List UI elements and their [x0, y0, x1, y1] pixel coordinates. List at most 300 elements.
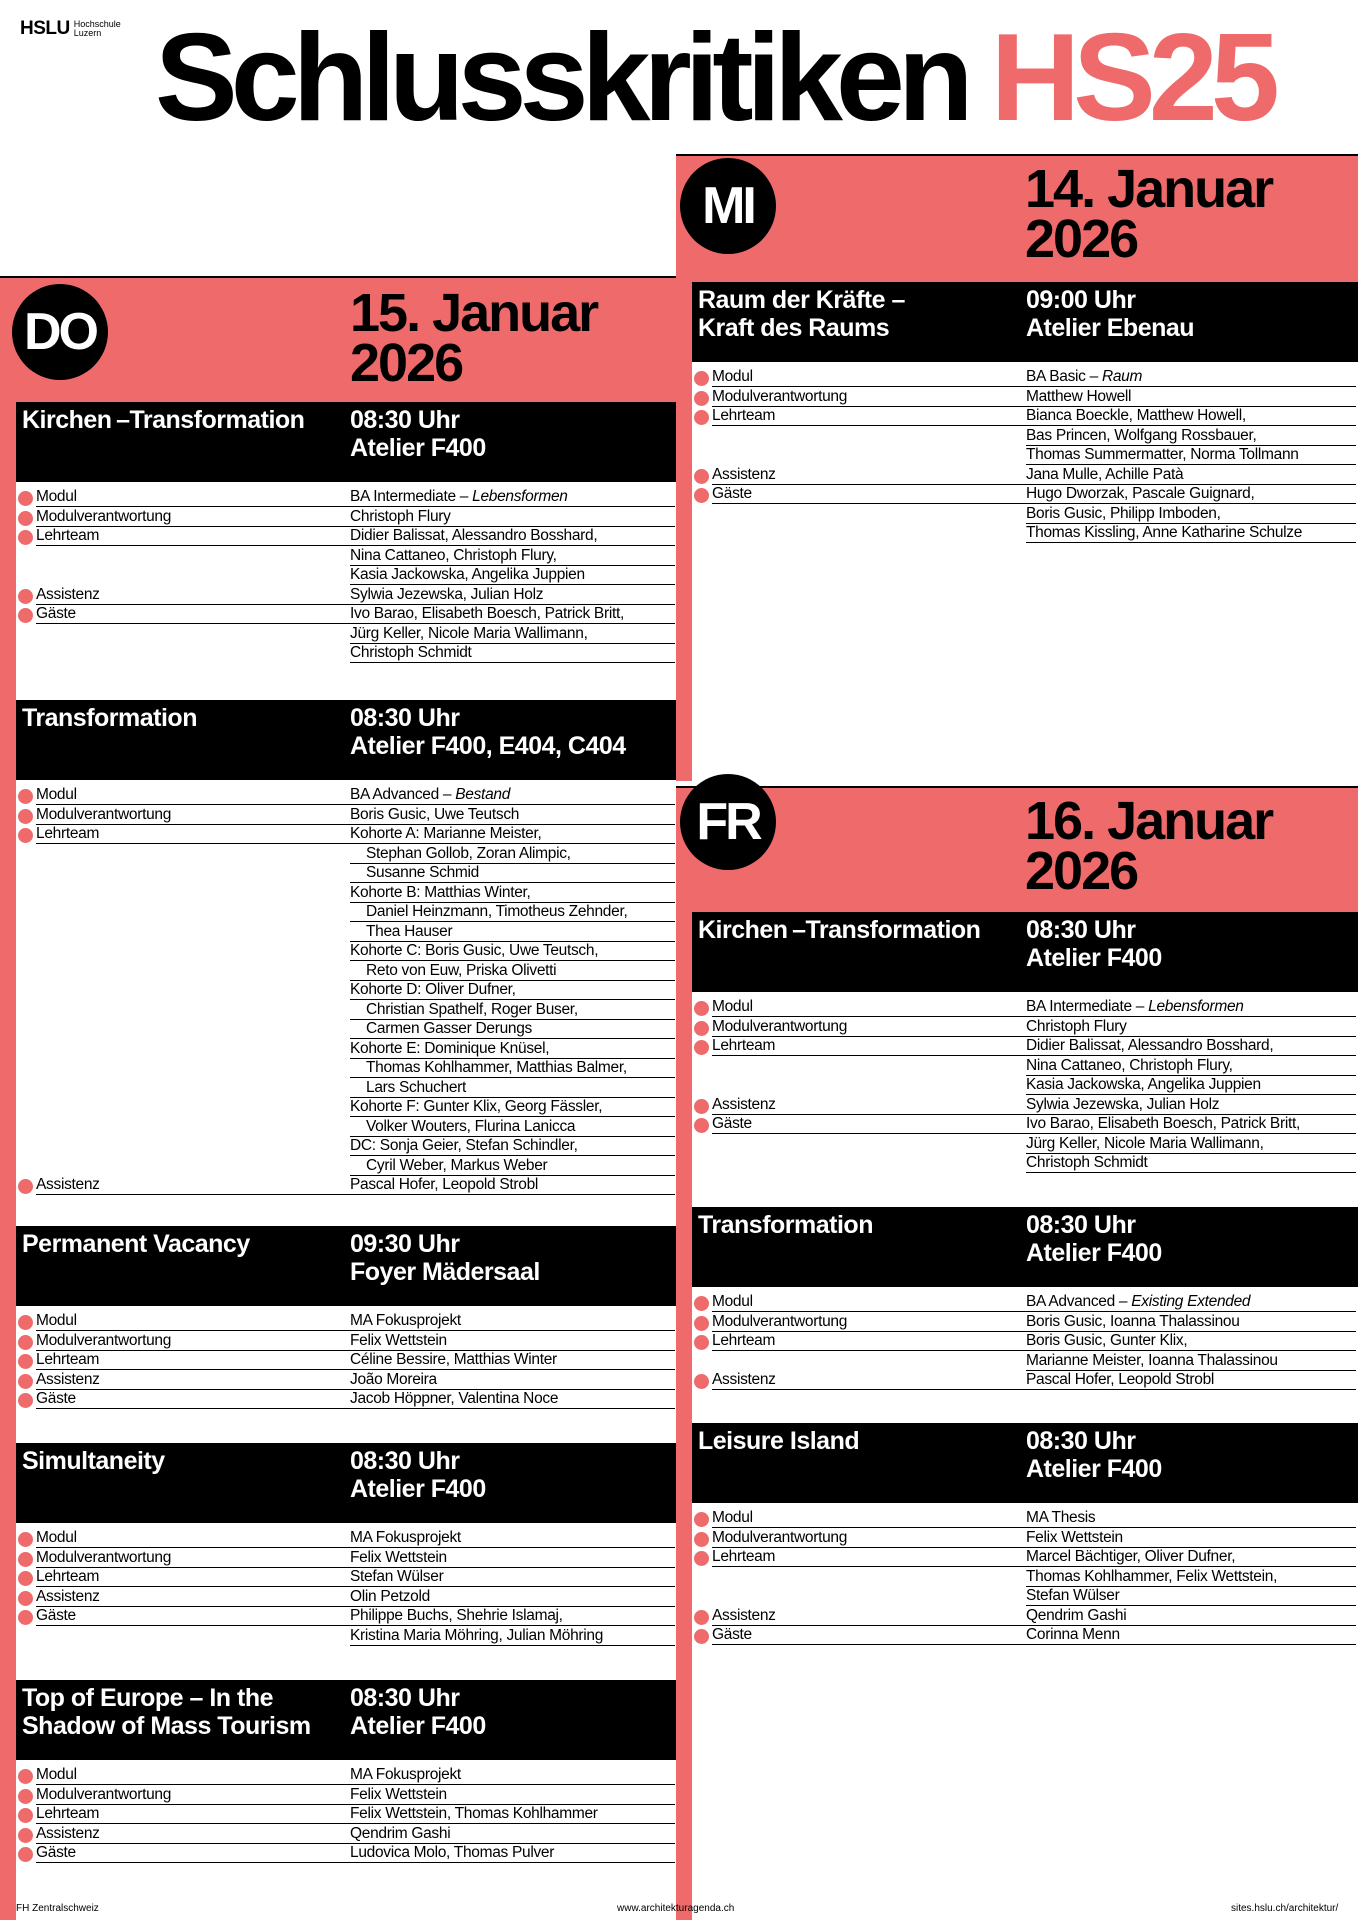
- bullet-dot-icon: [694, 1099, 709, 1114]
- schedule-block: [692, 912, 1358, 1178]
- block-place: Atelier F400, E404, C404: [350, 732, 626, 760]
- row-value-text: Thomas Kohlhammer, Matthias Balmer,: [366, 1059, 627, 1076]
- info-row: [692, 1018, 1358, 1038]
- info-row: [16, 825, 677, 845]
- date-line-1: 16. Januar: [1025, 791, 1273, 851]
- row-value-text: Felix Wettstein, Thomas Kohlhammer: [350, 1805, 598, 1822]
- row-label: Modulverantwortung: [712, 1018, 1037, 1037]
- row-value: [350, 845, 675, 864]
- row-value: [350, 508, 675, 527]
- bullet-dot-icon: [694, 1551, 709, 1566]
- info-row: [16, 1529, 677, 1549]
- row-value-text: Stefan Wülser: [1026, 1587, 1120, 1604]
- day-column-thursday: [0, 276, 677, 1920]
- row-value-text: Stefan Wülser: [350, 1568, 444, 1585]
- bullet-dot-icon: [694, 1335, 709, 1350]
- row-value-text: Sylwia Jezewska, Julian Holz: [350, 585, 544, 603]
- bullet-dot-icon: [18, 1532, 33, 1547]
- bullet-dot-icon: [694, 1001, 709, 1016]
- row-value: [350, 1371, 675, 1390]
- bullet-dot-icon: [18, 1789, 33, 1804]
- bullet-dot-icon: [18, 1769, 33, 1784]
- block-place: Atelier F400: [1026, 1455, 1162, 1483]
- row-value-text: BA Intermediate –: [350, 488, 473, 505]
- bullet-dot-icon: [694, 1296, 709, 1311]
- row-label: Assistenz: [712, 1607, 1037, 1626]
- bullet-dot-icon: [18, 1354, 33, 1369]
- hslu-logo: [20, 18, 121, 40]
- row-value-italic: Bestand: [455, 786, 511, 803]
- block-time: 08:30 Uhr: [350, 406, 460, 434]
- info-row: [16, 864, 677, 884]
- row-value-text: MA Fokusprojekt: [350, 1312, 461, 1329]
- day-badge: MI: [680, 158, 776, 254]
- logo-wordmark: HSLU: [20, 18, 70, 39]
- row-value: [1026, 1626, 1356, 1645]
- day-column-wednesday: [676, 154, 1358, 781]
- row-value: [1026, 1096, 1356, 1115]
- info-row: [692, 1115, 1358, 1135]
- row-value-text: Ivo Barao, Elisabeth Boesch, Patrick Britt,: [350, 605, 624, 622]
- info-row: [16, 1079, 677, 1099]
- info-row: [16, 1607, 677, 1627]
- row-label: Assistenz: [36, 1825, 361, 1844]
- row-value: [1026, 1076, 1356, 1095]
- footer-link-agenda[interactable]: www.architekturagenda.ch: [617, 1903, 735, 1914]
- row-value: [1026, 1607, 1356, 1626]
- row-label: Assistenz: [712, 1371, 1037, 1390]
- row-value-text: Boris Gusic, Ioanna Thalassinou: [1026, 1312, 1240, 1330]
- info-row: [692, 446, 1358, 466]
- info-row: [692, 1096, 1358, 1116]
- block-title: Kirchen –Transformation: [22, 406, 305, 434]
- info-row: [16, 1312, 677, 1332]
- row-value-text: Christoph Schmidt: [350, 644, 472, 661]
- row-value-text: Boris Gusic, Gunter Klix,: [1026, 1332, 1188, 1349]
- block-time: 08:30 Uhr: [1026, 1211, 1136, 1239]
- row-label: Modul: [712, 1293, 1037, 1312]
- bullet-dot-icon: [694, 1316, 709, 1331]
- row-value-text: Boris Gusic, Philipp Imboden,: [1026, 504, 1221, 522]
- row-label: Modulverantwortung: [36, 1549, 361, 1568]
- date-line-1: 14. Januar: [1025, 159, 1273, 219]
- row-value-italic: Existing Extended: [1131, 1293, 1251, 1310]
- info-row: [692, 998, 1358, 1018]
- bullet-dot-icon: [18, 1828, 33, 1843]
- row-value: [1026, 1529, 1356, 1548]
- block-time: 08:30 Uhr: [1026, 916, 1136, 944]
- row-value: [350, 1627, 675, 1646]
- info-row: [16, 1040, 677, 1060]
- row-label: Assistenz: [36, 586, 361, 605]
- bullet-dot-icon: [18, 589, 33, 604]
- row-value: [1026, 1037, 1356, 1056]
- block-time-place: [350, 1230, 540, 1286]
- schedule-block: [16, 700, 677, 1200]
- info-row: [16, 1627, 677, 1647]
- row-label: Gäste: [36, 1607, 361, 1626]
- row-value-italic: Raum: [1101, 368, 1143, 385]
- row-value-text: Felix Wettstein: [350, 1785, 447, 1803]
- schedule-block: [692, 1423, 1358, 1650]
- bullet-dot-icon: [18, 828, 33, 843]
- row-label: Lehrteam: [712, 407, 1037, 426]
- row-value: [350, 1805, 675, 1824]
- info-row: [692, 1057, 1358, 1077]
- row-value-text: Bas Princen, Wolfgang Rossbauer,: [1026, 426, 1257, 444]
- row-label: Modulverantwortung: [36, 1786, 361, 1805]
- row-value-text: Hugo Dworzak, Pascale Guignard,: [1026, 485, 1255, 502]
- info-row: [16, 1549, 677, 1569]
- info-row: [16, 1588, 677, 1608]
- block-time-place: [350, 1447, 486, 1503]
- bullet-dot-icon: [18, 1374, 33, 1389]
- row-value-text: Kohorte A: Marianne Meister,: [350, 825, 542, 842]
- info-row: [16, 1844, 677, 1864]
- row-value-text: BA Intermediate –: [1026, 998, 1149, 1015]
- row-value: [1026, 1293, 1356, 1312]
- row-value: [1026, 1135, 1356, 1154]
- row-value: [1026, 998, 1356, 1017]
- bullet-dot-icon: [18, 789, 33, 804]
- row-value-text: Kohorte F: Gunter Klix, Georg Fässler,: [350, 1098, 603, 1115]
- row-value-text: Ludovica Molo, Thomas Pulver: [350, 1844, 555, 1861]
- block-header: [16, 1680, 677, 1760]
- row-value-text: Jürg Keller, Nicole Maria Wallimann,: [1026, 1134, 1264, 1152]
- info-row: [692, 1293, 1358, 1313]
- row-value: [350, 527, 675, 546]
- schedule-block: [16, 402, 677, 668]
- row-value: [1026, 1587, 1356, 1606]
- info-row: [16, 806, 677, 826]
- bullet-dot-icon: [18, 491, 33, 506]
- block-time: 08:30 Uhr: [1026, 1427, 1136, 1455]
- row-value: [1026, 368, 1356, 387]
- info-row: [16, 1332, 677, 1352]
- info-row: [692, 1076, 1358, 1096]
- row-value: [350, 1118, 675, 1137]
- row-value-text: Christoph Flury: [350, 507, 451, 525]
- block-title: Kirchen –Transformation: [698, 916, 981, 944]
- block-place: Atelier F400: [1026, 944, 1162, 972]
- row-value-text: Christoph Schmidt: [1026, 1154, 1148, 1171]
- block-header: [692, 282, 1358, 362]
- bullet-dot-icon: [18, 1591, 33, 1606]
- info-row: [692, 368, 1358, 388]
- row-value: [350, 1588, 675, 1607]
- bullet-dot-icon: [18, 809, 33, 824]
- bullet-dot-icon: [18, 530, 33, 545]
- row-value-text: Thea Hauser: [366, 922, 453, 940]
- row-value: [350, 1568, 675, 1587]
- row-value: [1026, 1018, 1356, 1037]
- info-row: [16, 1805, 677, 1825]
- row-value: [1026, 1568, 1356, 1587]
- info-row: [16, 1098, 677, 1118]
- row-value: [350, 825, 675, 844]
- info-row: [692, 1607, 1358, 1627]
- row-value-text: Kristina Maria Möhring, Julian Möhring: [350, 1626, 604, 1644]
- bullet-dot-icon: [694, 1374, 709, 1389]
- block-time-place: [350, 1684, 486, 1740]
- bullet-dot-icon: [694, 1532, 709, 1547]
- row-value: [350, 1157, 675, 1176]
- bullet-dot-icon: [18, 1315, 33, 1330]
- info-row: [16, 903, 677, 923]
- row-value: [350, 1549, 675, 1568]
- date-line-1: 15. Januar: [350, 283, 598, 343]
- bullet-dot-icon: [18, 1393, 33, 1408]
- row-label: Modul: [36, 488, 361, 507]
- row-value-text: Qendrim Gashi: [1026, 1606, 1127, 1624]
- bullet-dot-icon: [18, 511, 33, 526]
- row-label: Gäste: [36, 605, 361, 624]
- row-value: [350, 1176, 675, 1195]
- row-label: Lehrteam: [36, 1805, 361, 1824]
- info-row: [16, 1786, 677, 1806]
- info-row: [16, 547, 677, 567]
- row-value-text: Susanne Schmid: [366, 864, 479, 881]
- block-header: [16, 402, 677, 482]
- row-label: Modulverantwortung: [36, 1332, 361, 1351]
- row-value-text: Felix Wettstein: [350, 1331, 447, 1349]
- schedule-block: [16, 1226, 677, 1414]
- row-value: [350, 1786, 675, 1805]
- row-value-text: BA Advanced –: [350, 786, 456, 803]
- bullet-dot-icon: [694, 1610, 709, 1625]
- row-value: [1026, 524, 1356, 543]
- info-row: [16, 786, 677, 806]
- row-value: [350, 884, 675, 903]
- row-value-text: BA Advanced –: [1026, 1293, 1132, 1310]
- row-value-text: Kasia Jackowska, Angelika Juppien: [350, 566, 585, 583]
- info-row: [692, 388, 1358, 408]
- row-value: [350, 1825, 675, 1844]
- row-label: Modul: [712, 368, 1037, 387]
- row-label: Modul: [36, 786, 361, 805]
- row-value: [350, 1312, 675, 1331]
- info-row: [692, 1568, 1358, 1588]
- schedule-block: [692, 1207, 1358, 1395]
- row-value-text: Thomas Summermatter, Norma Tollmann: [1026, 446, 1299, 463]
- info-row: [692, 1332, 1358, 1352]
- bullet-dot-icon: [694, 1021, 709, 1036]
- row-value-text: Kohorte B: Matthias Winter,: [350, 883, 531, 901]
- block-time-place: [350, 406, 486, 462]
- info-row: [692, 1371, 1358, 1391]
- row-value-text: Felix Wettstein: [350, 1548, 447, 1566]
- info-row: [692, 1154, 1358, 1174]
- info-row: [16, 1568, 677, 1588]
- row-value-text: Christian Spathelf, Roger Buser,: [366, 1000, 578, 1018]
- info-row: [692, 466, 1358, 486]
- row-value-text: Didier Balissat, Alessandro Bosshard,: [350, 527, 598, 544]
- row-value-text: Volker Wouters, Flurina Lanicca: [366, 1117, 576, 1135]
- row-value-text: Matthew Howell: [1026, 387, 1132, 405]
- row-value-text: Jana Mulle, Achille Patà: [1026, 465, 1184, 483]
- row-value: [350, 1001, 675, 1020]
- block-title: Leisure Island: [698, 1427, 860, 1455]
- block-time: 08:30 Uhr: [350, 704, 460, 732]
- row-value-text: Didier Balissat, Alessandro Bosshard,: [1026, 1037, 1274, 1054]
- block-time: 08:30 Uhr: [350, 1684, 460, 1712]
- footer-left: FH Zentralschweiz: [16, 1903, 99, 1914]
- block-place: Foyer Mädersaal: [350, 1258, 540, 1286]
- info-row: [692, 1313, 1358, 1333]
- bullet-dot-icon: [694, 1040, 709, 1055]
- row-value-text: Felix Wettstein: [1026, 1528, 1123, 1546]
- info-row: [16, 1020, 677, 1040]
- block-header: [692, 1207, 1358, 1287]
- block-header: [16, 1443, 677, 1523]
- row-label: Modul: [712, 1509, 1037, 1528]
- info-row: [16, 1371, 677, 1391]
- day-date: [1025, 159, 1273, 269]
- day-date: [1025, 791, 1273, 901]
- row-label: Modulverantwortung: [36, 508, 361, 527]
- row-value-text: MA Fokusprojekt: [350, 1766, 461, 1783]
- info-row: [16, 586, 677, 606]
- info-row: [16, 644, 677, 664]
- info-row: [16, 1001, 677, 1021]
- block-header: [16, 1226, 677, 1306]
- day-date: [350, 283, 598, 393]
- row-value: [350, 942, 675, 961]
- row-value-text: Jacob Höppner, Valentina Noce: [350, 1390, 559, 1407]
- bullet-dot-icon: [694, 391, 709, 406]
- block-time-place: [1026, 286, 1194, 342]
- row-value-italic: Lebensformen: [472, 488, 568, 505]
- row-value: [350, 1529, 675, 1548]
- row-value-text: Olin Petzold: [350, 1587, 430, 1605]
- row-label: Assistenz: [712, 466, 1037, 485]
- row-value-text: Kohorte C: Boris Gusic, Uwe Teutsch,: [350, 942, 599, 959]
- row-label: Modulverantwortung: [36, 806, 361, 825]
- info-row: [16, 845, 677, 865]
- row-label: Modul: [36, 1312, 361, 1331]
- row-value: [350, 1040, 675, 1059]
- row-label: Assistenz: [712, 1096, 1037, 1115]
- info-row: [692, 1626, 1358, 1646]
- logo-subtitle: [74, 20, 121, 38]
- bullet-dot-icon: [694, 488, 709, 503]
- block-title: Permanent Vacancy: [22, 1230, 250, 1258]
- info-row: [16, 605, 677, 625]
- row-label: Lehrteam: [712, 1548, 1037, 1567]
- block-title: Transformation: [22, 704, 197, 732]
- row-value: [1026, 1509, 1356, 1528]
- row-value: [350, 1079, 675, 1098]
- bullet-dot-icon: [694, 469, 709, 484]
- row-label: Gäste: [36, 1844, 361, 1863]
- info-row: [16, 884, 677, 904]
- row-value-text: Boris Gusic, Uwe Teutsch: [350, 805, 520, 823]
- row-label: Assistenz: [36, 1176, 361, 1195]
- row-value: [350, 547, 675, 566]
- row-value: [350, 1766, 675, 1785]
- block-time: 09:00 Uhr: [1026, 286, 1136, 314]
- row-label: Modulverantwortung: [712, 388, 1037, 407]
- row-value: [350, 903, 675, 922]
- bullet-dot-icon: [694, 1118, 709, 1133]
- title-main: Schlusskritiken: [155, 9, 967, 147]
- info-row: [692, 485, 1358, 505]
- info-row: [16, 942, 677, 962]
- schedule-panel: [16, 402, 677, 1920]
- row-value-text: Qendrim Gashi: [350, 1824, 451, 1842]
- row-value-text: Corinna Menn: [1026, 1626, 1120, 1643]
- info-row: [16, 625, 677, 645]
- row-value: [1026, 466, 1356, 485]
- row-value-text: MA Thesis: [1026, 1509, 1096, 1526]
- info-row: [16, 508, 677, 528]
- row-value: [350, 586, 675, 605]
- info-row: [16, 1351, 677, 1371]
- info-row: [692, 407, 1358, 427]
- row-value: [1026, 1313, 1356, 1332]
- bullet-dot-icon: [18, 1335, 33, 1350]
- bullet-dot-icon: [18, 1808, 33, 1823]
- info-row: [16, 1157, 677, 1177]
- block-place: Atelier Ebenau: [1026, 314, 1195, 342]
- block-header: [16, 700, 677, 780]
- title-accent: HS25: [990, 9, 1273, 147]
- row-value-text: Jürg Keller, Nicole Maria Wallimann,: [350, 624, 588, 642]
- row-value: [350, 644, 675, 663]
- block-time-place: [350, 704, 626, 760]
- info-row: [692, 427, 1358, 447]
- schedule-block: [16, 1680, 677, 1868]
- row-label: Lehrteam: [712, 1037, 1037, 1056]
- row-value-text: MA Fokusprojekt: [350, 1529, 461, 1546]
- block-header: [692, 1423, 1358, 1503]
- row-value-text: Reto von Euw, Priska Olivetti: [366, 961, 557, 979]
- row-value-text: Céline Bessire, Matthias Winter: [350, 1351, 557, 1368]
- bullet-dot-icon: [18, 1610, 33, 1625]
- info-row: [16, 566, 677, 586]
- row-value: [350, 1098, 675, 1117]
- bullet-dot-icon: [694, 1512, 709, 1527]
- row-value: [1026, 485, 1356, 504]
- row-value: [1026, 427, 1356, 446]
- row-label: Gäste: [712, 1115, 1037, 1134]
- footer-link-hslu[interactable]: sites.hslu.ch/architektur/: [1231, 1903, 1339, 1914]
- block-place: Atelier F400: [350, 1712, 486, 1740]
- bullet-dot-icon: [694, 410, 709, 425]
- row-value: [350, 605, 675, 624]
- day-badge: FR: [680, 774, 776, 870]
- row-value-italic: Lebensformen: [1148, 998, 1244, 1015]
- row-value-text: Sylwia Jezewska, Julian Holz: [1026, 1095, 1220, 1113]
- bullet-dot-icon: [694, 371, 709, 386]
- date-line-2: 2026: [1025, 209, 1138, 269]
- row-label: Modul: [36, 1766, 361, 1785]
- info-row: [16, 1825, 677, 1845]
- row-label: Modulverantwortung: [712, 1313, 1037, 1332]
- row-value: [350, 962, 675, 981]
- block-place: Atelier F400: [350, 434, 486, 462]
- row-value-text: Pascal Hofer, Leopold Strobl: [350, 1176, 539, 1193]
- row-label: Modul: [712, 998, 1037, 1017]
- info-row: [692, 1529, 1358, 1549]
- info-row: [692, 1037, 1358, 1057]
- schedule-block: [16, 1443, 677, 1650]
- row-value: [1026, 1548, 1356, 1567]
- block-time-place: [1026, 1427, 1162, 1483]
- info-row: [16, 923, 677, 943]
- row-value: [1026, 505, 1356, 524]
- row-value-text: João Moreira: [350, 1370, 437, 1388]
